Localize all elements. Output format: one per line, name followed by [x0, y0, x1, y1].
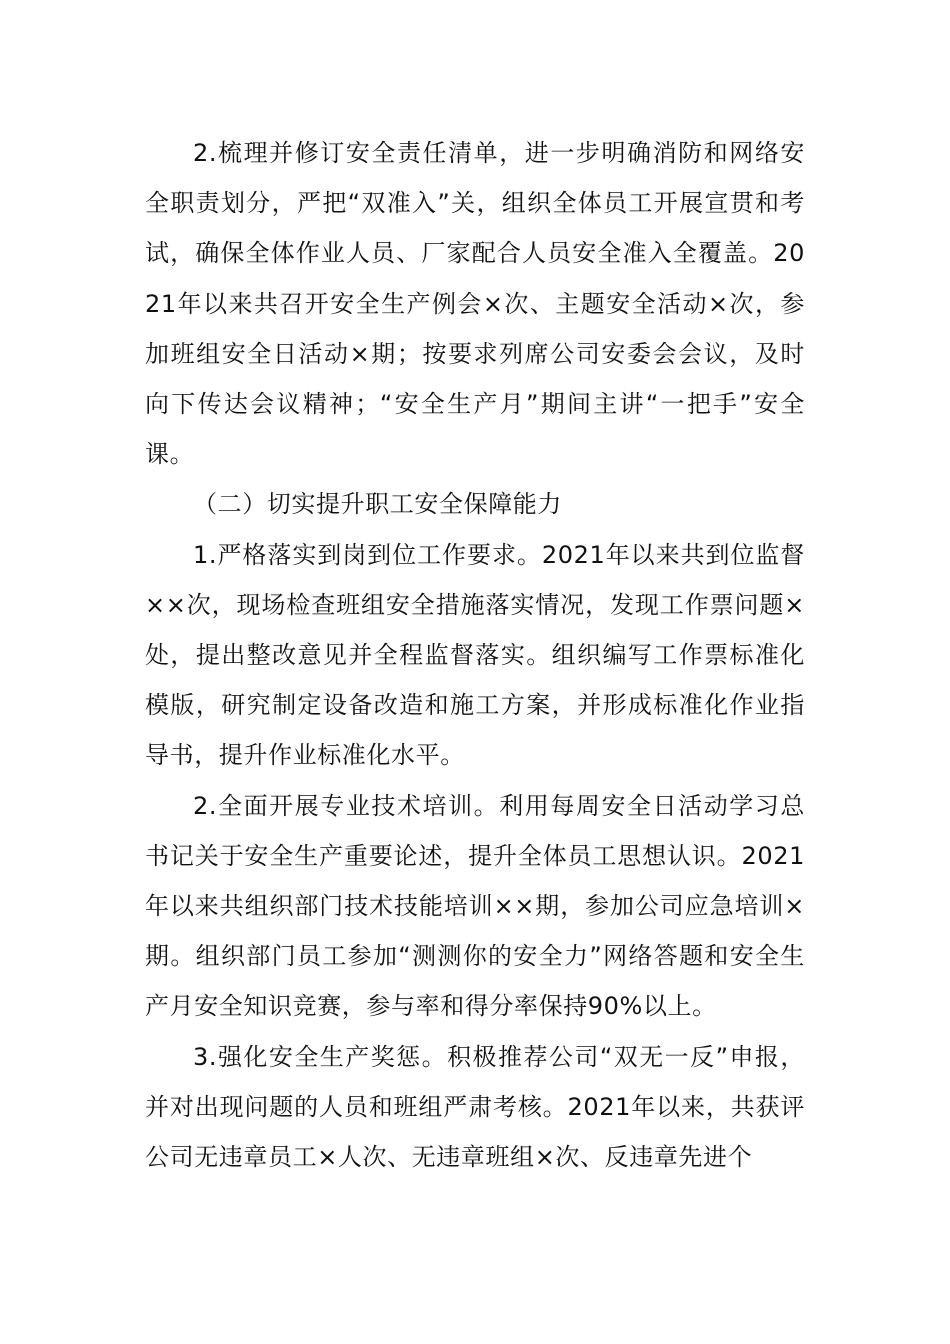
paragraph-technical-training: 2.全面开展专业技术培训。利用每周安全日活动学习总书记关于安全生产重要论述，提升全体员工思想认识。2021年以来共组织部门技术技能培训××期，参加公司应急培训×期。组织部门员工参加“测测你的安全力”网络答题和安全生产月安全知识竞赛，参与率和得分率保持90%以上。 — [145, 791, 805, 1021]
paragraph-responsibility-list: 2.梳理并修订安全责任清单，进一步明确消防和网络安全职责划分，严把“双准入”关，组织全体员工开展宣贯和考试，确保全体作业人员、厂家配合人员安全准入全覆盖。2021年以来共召开安全生产例会×次、主题安全活动×次，参加班组安全日活动×期；按要求列席公司安委会会议，及时向下传达会议精神；“安全生产月”期间主讲“一把手”安全课。 — [145, 139, 805, 469]
paragraph-on-site-supervision: 1.严格落实到岗到位工作要求。2021年以来共到位监督××次，现场检查班组安全措施落实情况，发现工作票问题×处，提出整改意见并全程监督落实。组织编写工作票标准化模版，研究制定设备改造和施工方案，并形成标准化作业指导书，提升作业标准化水平。 — [145, 540, 805, 770]
paragraph-rewards-penalties: 3.强化安全生产奖惩。积极推荐公司“双无一反”申报，并对出现问题的人员和班组严肃考核。2021年以来，共获评公司无违章员工×人次、无违章班组×次、反违章先进个 — [145, 1042, 805, 1172]
section-heading-safety-capability: （二）切实提升职工安全保障能力 — [193, 490, 562, 519]
document-body — [145, 128, 805, 1182]
